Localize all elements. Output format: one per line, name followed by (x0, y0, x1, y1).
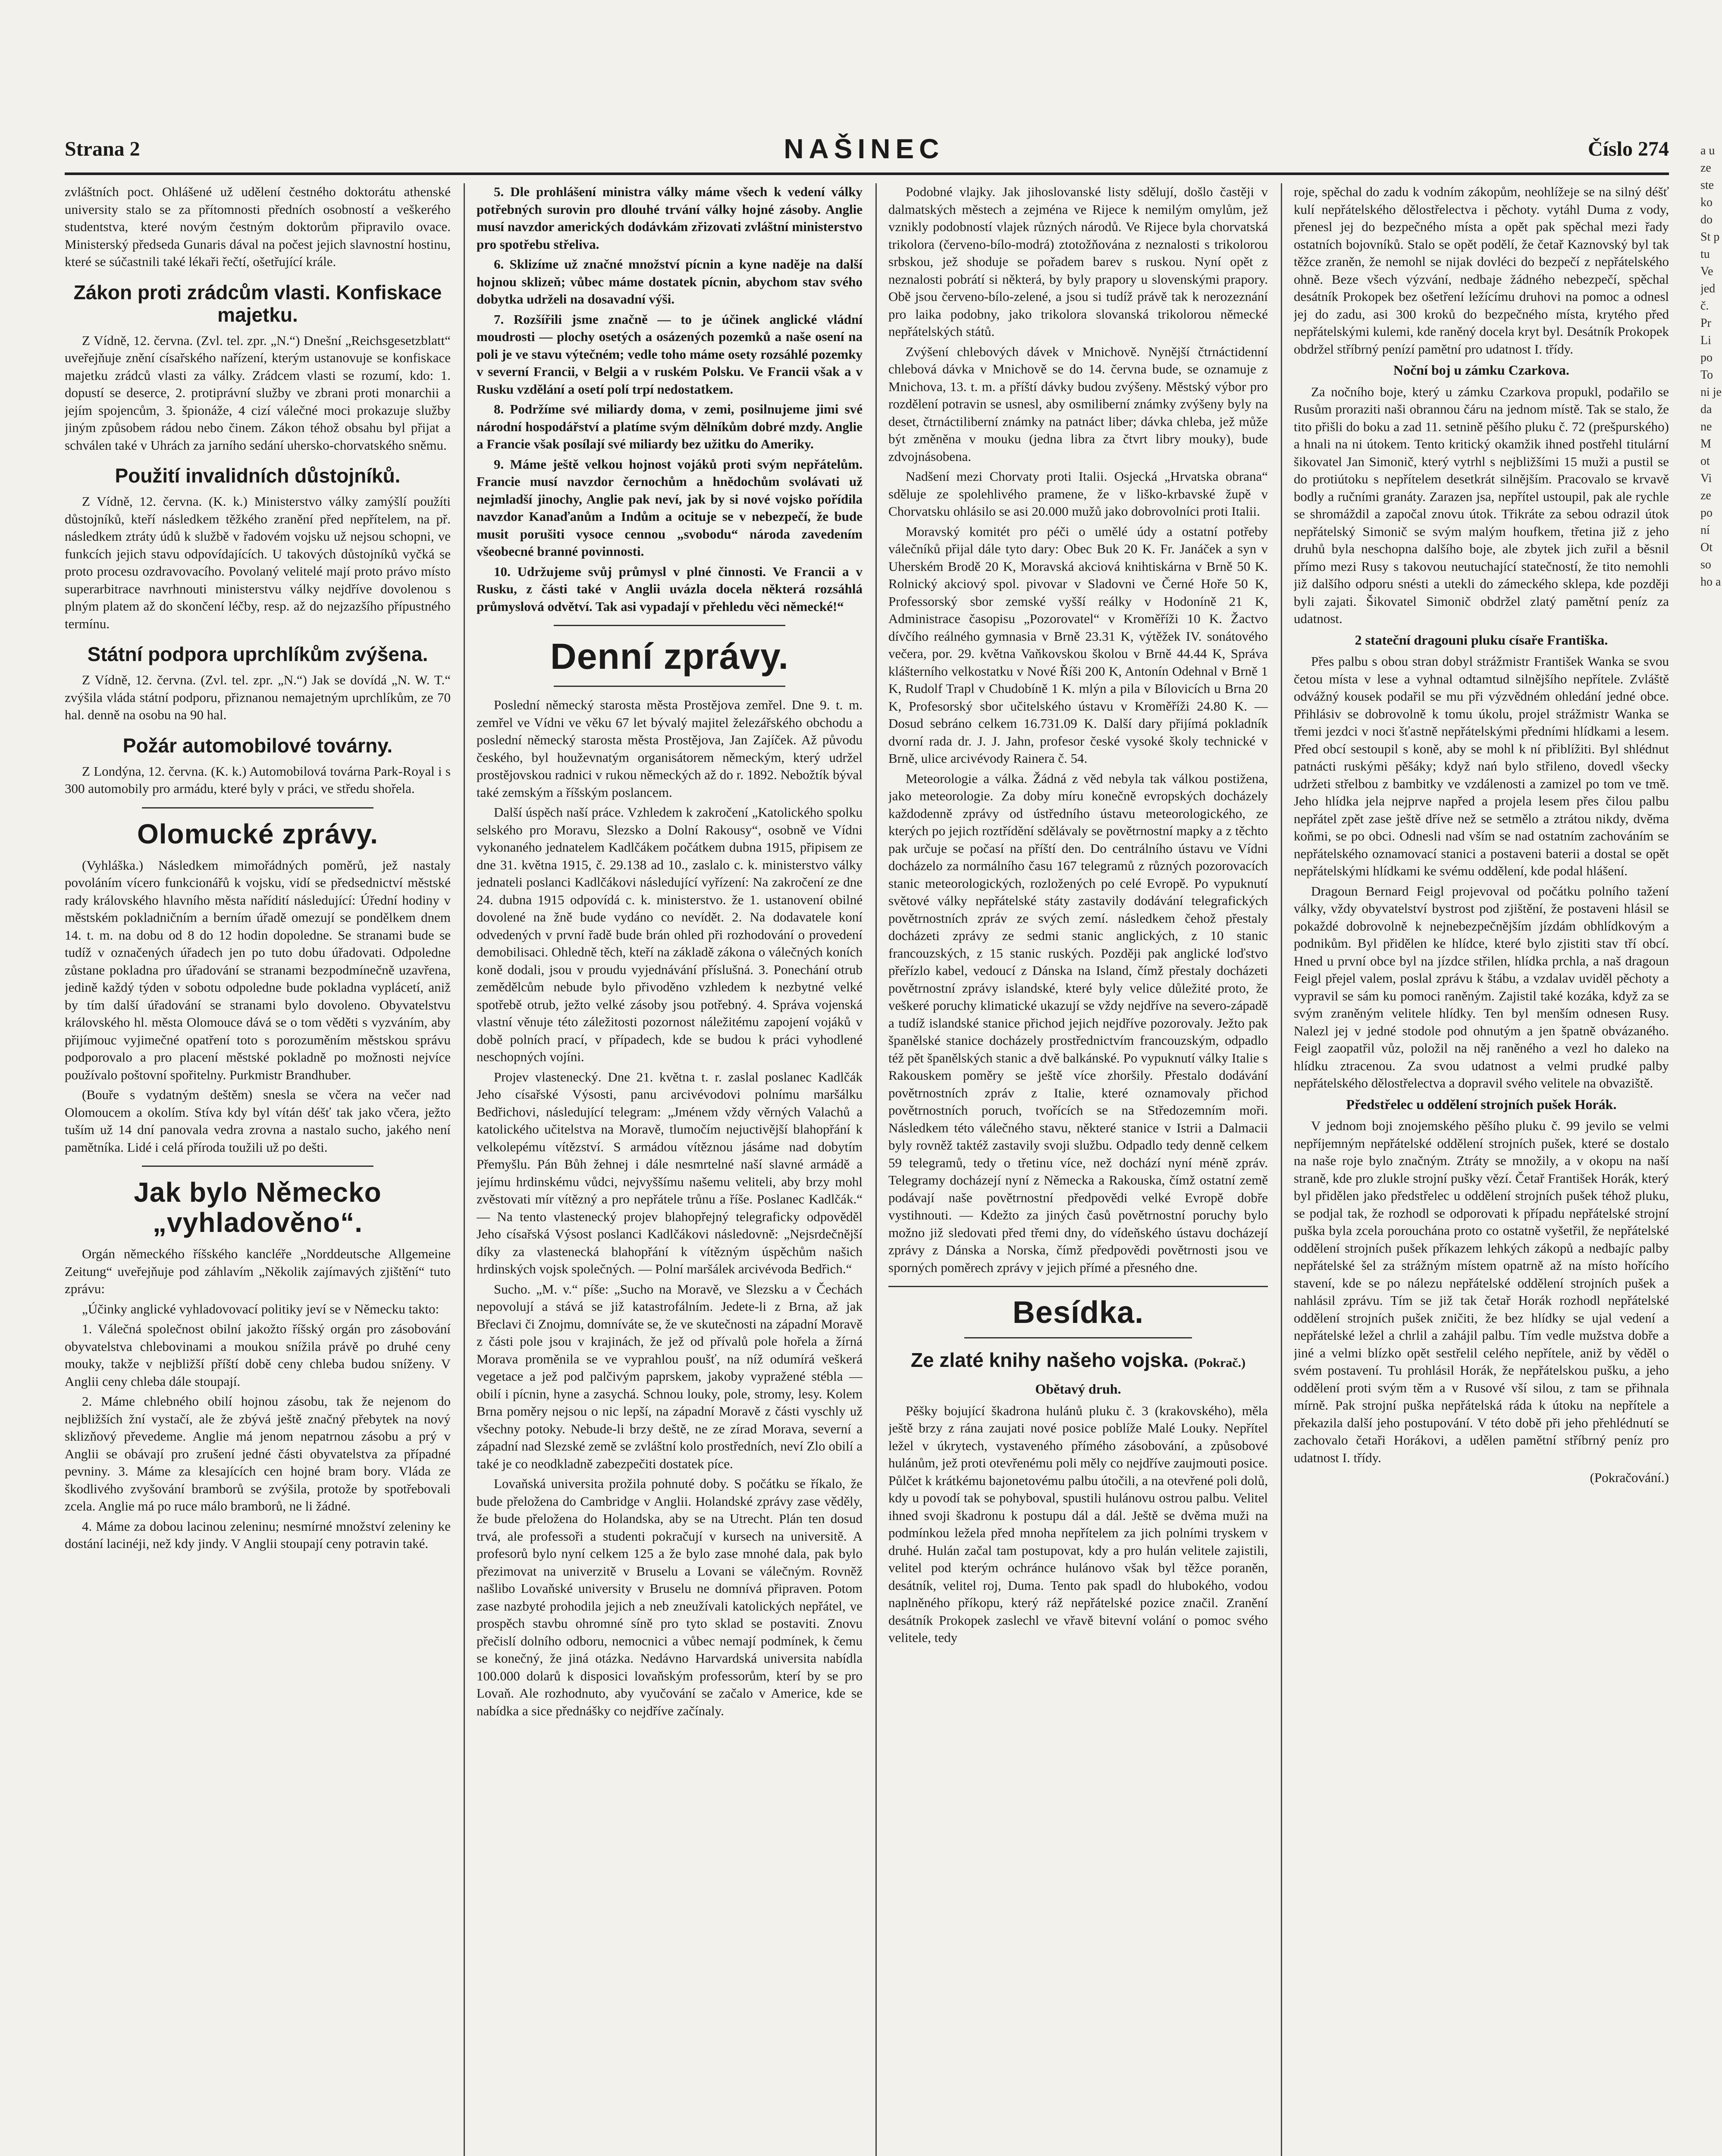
article-olomouc-2: (Bouře s vydatným deštěm) snesla se včera na večer nad Olomoucem a okolím. Stíva kdy byl vítán déšť tak jako včera, ježto tuším už 14 dní panovala vedra zrovna a nastalo sucho, jakého není pamětníka. Lidé i celá příroda toužili už po dešti. (65, 1087, 451, 1155)
header-rule (65, 172, 1669, 175)
heading-czarkova: Noční boj u zámku Czarkova. (1393, 362, 1569, 378)
article-mnichov: Zvýšení chlebových dávek v Mnichově. Nynější čtrnáctidenní chlebová dávka v Mnichově se do 14. června bude, se oznamuje z Mnichova, 13. t. m. a příští dávky budou zvýšeny. Městský výbor pro rozdělení potravin se usnesl, aby osmiliberní známky zvýšeny byly na deset, čtrnáctiliberní známky na patnáct liber; dávka chleba, jež může být změněna v mouku (jedna libra za čtvrt libry mouky), bude zdvojnásobena. (888, 344, 1268, 464)
column-4 (1294, 183, 1669, 2156)
article-dragouni-1: Přes palbu s obou stran dobyl strážmistr František Wanka se svou četou místa v lese a vyhnal odtamtud silnějšího nepřítele. Zvláště odvážný kousek podařil se mu při výzvědném ohledání jedné obce. Přihlásiv se dobrovolně k tomu úkolu, projel strážmistr Wanka se třemi jezdci v noci šťastně nepřátelskými předními hlídkami a lesem. Před obcí sestoupil s koně, aby se mohl k ní přiblížiti. Byl shlédnut patnácti ruskými pěšáky; když nań bylo střileno, dovedl všecky udržeti střelbou z bambitky ve vzdálenosti a zamizel po tom ve tmě. Jeho hlídka jela nejprve napřed a projela lesem přes čilou palbu nepřátel zpět zase ještě dříve než se setmělo a ztrátou nikdy, dvěma koňmi, se po obci. Odnesli nad vším se nad ostatním zachováním se nepřátelského oznamovací stanici a postaveni baterii a dostal se opět nepřátelskými hlídkami ke svému oddělení, kde podal hlášení. (1294, 654, 1669, 878)
heading-besidka: Besídka. (1012, 1295, 1144, 1330)
article-c2-6: 10. Udržujeme svůj průmysl v plné činnosti. Ve Francii a v Rusku, z části také v Anglii uvázla docela některá rozsáhlá průmyslová odvětví. Tak asi vypadají v přehledu věci německé!“ (477, 564, 863, 614)
article-c2-3: 7. Rozšířili jsme značně — to je účinek anglické vládní moudrosti — plochy osetých a osázených pozemků a naše osení na poli je ve stavu výtečném; vedle toho máme osety rozsáhlé pozemky v severní Francii, v Belgii a v ruském Polsku. Ve Francii však a v Rusku vzdělání a osetí polí trpí nedostatkem. (477, 311, 863, 397)
article-sucho: Sucho. „M. v.“ píše: „Sucho na Moravě, ve Slezsku a v Čechách nepovolují a stává se již katastrofálním. Jedete-li z Brna, až jak Břeclavi či Znojmu, domníváte se, že ve skutečnosti na západní Moravě z části pole jsou v krajinách, že jež od přívalů pole hořela a žírná Morava proměnila se ve vyprahlou poušť, na níž odumírá veškerá vegetace a jež pod palčivým paprskem, jakoby vypražené stébla — obilí i pícnin, hyne a zasychá. Schnou louky, pole, stromy, lesy. Kolem Brna poměry nejsou o nic lepší, na západní Moravě z části vyschly už všechny potoky. Nebude-li brzy deště, ne ze zírad Morava, severní a západní nad Slezské země se zvláštní kolo prostředních, neví Zlo obilí a také je co neodkladně zabezpečiti dostatek píce. (477, 1281, 863, 1471)
column-3 (888, 183, 1268, 2156)
column-1 (65, 183, 451, 2156)
article-zakon: Z Vídně, 12. června. (Zvl. tel. zpr. „N.“) Dnešní „Reichsgesetzblatt“ uveřejňuje znění císařského nařízení, kterým ustanovuje se konfiskace majetku zrádců vlasti za války. Zrádcem vlasti se rozumí, kdo: 1. dopustí se deserce, 2. protiprávní služby ve zbrani proti monarchii a jejím spojencům, 3. špionáže, 4 cizí válečné moci prokazuje služby jiným způsobem rádou nebo činem. Zákon téhož obsahu byl přijat a schválen také v Uhrách za jarního sedání uhersko-chorvatského sněmu. (65, 332, 451, 453)
article-olomouc-1: (Vyhláška.) Následkem mimořádných poměrů, jež nastaly povoláním vícero funkcionářů k vojsku, vidí se předsednictví městské rady královského hlavního města nařídití následující: Úřední hodiny v městském pokladničním a berním úřadě omezují se pondělkem dnem 14. t. m. na dobu od 8 do 12 hodin dopoledne. Se stranami bude se tudíž v označených úřadech jen po tuto dobu úřadovati. Odpoledne zůstane pokladna pro úřadování se stranami bezpodmínečně uzavřena, jedině každý týden v sobotu odpoledne bude pokladna vyplácetí, aniž by tím další úřadování se stranami bylo dovoleno. Obyvatelstvu královského hl. města Olomouce dává se o tom věděti s vyzváním, aby přijímouc vyjimečné opatření toto s porozuměním městskou správu podporovalo a pro placení městské pokladně po možnosti nejvíce používalo poštovní spořitelny. Purkmistr Brandhuber. (65, 857, 451, 1082)
article-projev: Projev vlastenecký. Dne 21. května t. r. zaslal poslanec Kadlčák Jeho císařské Výsosti, panu arcivévodovi polnímu maršálku Bedřichovi, následující telegram: „Jménem vždy věrných Valachů a katolického učitelstva na Moravě, tlumočím nejuctivější blahopřání k velkolepému vítězství. S armádou vítěznou jásáme nad dobytím Přemyšlu. Pán Bůh žehnej i dále nesmrtelné naší slavné armádě a jejímu hrdinskému vůdci, nejvyššímu našemu veliteli, aby brzy mohl zvěstovati mír vítězný a pro nepřátele trůnu a říše. Poslanec Kadlčák.“ — Na tento vlastenecký projev blahopřejný telegraficky odpověděl Jeho císařská Výsost poslanci Kadlčákovi následovně: „Nejsrdečnější díky za vlastenecká blahopřání k vítězným úspěchům našich hrdinských vojsk společných. — Polní maršálek arcivévoda Bedřich.“ (477, 1069, 863, 1276)
column-2 (477, 183, 863, 2156)
article-c4-1: roje, spěchal do zadu k vodním zákopům, neohlížeje se na silný déšť kulí nepřátelského dělostřelectva i pěchoty. vytáhl Duma z vody, přenesl jej do bezpečného místa a opět pak spěchal mezi řady ostatních bojovníků. Stalo se opět podělí, že četař Kaznovský byl tak těžce zraněn, že nemohl se nijak dovléci do bezpečí z nepřátelského ohně. Beze všech výzvání, nedbaje žádného nebezpečí, spěchal desátník Prokopek bez ošetření ležícímu druhovi na pomoc a odnesl jej do zadu, asi 300 kroků do bezpečného místa, krytého před nepřátelskými kulemi, kde raněný docela kryt byl. Desátník Prokopek obdržel stříbrný penízí pamětní pro udatnost I. třídy. (1294, 184, 1669, 357)
column-rule (875, 183, 877, 2156)
masthead-title: NAŠINEC (784, 133, 944, 164)
article-nemecko-4: 2. Máme chlebného obilí hojnou zásobu, tak že nejenom do nejbližších žní vystačí, ale že zbývá ještě značný přebytek na nový sklizňový převedeme. Anglie má jenom nepatrnou zásobu a prý v Anglii se obávají pro zrušení jedné části obyvatelstva za případné pevniny. 3. Máme za klesajících cen hojné bram bory. Vláda ze škodlivého zvyšování bramborů se zvýšila, protože by spotřebovali zcela. Anglie má po ruce málo bramborů, ne li žádné. (65, 1394, 451, 1514)
column-rule (464, 183, 465, 2156)
adjacent-page-edge: a u ze ste ko do St p tu Ve jed č. Pr Li po To ni je da ne M ot Vi ze po ní Ot so ho a (1700, 144, 1722, 589)
article-vlajky: Podobné vlajky. Jak jihoslovanské listy sdělují, došlo častěji v dalmatských městech a zejména ve Rijece k nemilým omylům, jež vznikly podobností vlajek různých národů. Ve Rijece byla chorvatská trikolora (červeno-bílo-modrá) ztotožňována z neznalosti s trikolorou srbskou, jež shoduje se pořadem barev s ruskou. Nyní opět z neznalosti pobrátí si některá, by byly prapory u slovenskými prapory. Obě jsou červeno-bílo-zelené, a jsou si tudíž právě tak k nerozeznání pro laika podobny, jako trikolora slovanská trikolorou německé nepřátelských států. (888, 184, 1268, 339)
page-header (65, 129, 1669, 168)
article-nemecko-1: Orgán německého říšského kancléře „Norddeutsche Allgemeine Zeitung“ uveřejňuje pod záhlavím „Několik zajímavých zjištění“ tuto zprávu: (65, 1246, 451, 1296)
heading-nemecko: Jak bylo Německo „vyhladověno“. (134, 1177, 382, 1238)
article-dragouni-2: Dragoun Bernard Feigl projevoval od počátku polního tažení války, vždy obyvatelství bystrost pod zjištění, že postaveni hlásil se pokaždé dobrovolně k nejnebezpečnějším jízdám obhlídkovým a podnikům. Byl přidělen ke hlídce, které bylo zjistiti stav tří obcí. Hned u první obce byl na jízdce střilen, hlídka prchla, a naš dragoun Feigl přejel valem, poslal zprávu k štábu, a vzdalav uviděl pěchoty a vypravil se sám ku pomoci raněným. Zajistil také kozáka, když za se svým zraněným velitele hlídky. Ten byl menším odnesen Rusy. Nalezl jej v jedné stodole pod ohnutým a jen špatně obvázaného. Feigl zaopatřil vůz, položil na něj raněného a vezl ho daleko na hlídku ztracenou. Za svou udatnost a velmi prudké palby nepřátelského dělostřelectva a dopravil svého velitele na obvaziště. (1294, 883, 1669, 1091)
article-czarkova: Za nočního boje, který u zámku Czarkova propukl, podařilo se Rusům proraziti naši obrannou čáru na jednom místě. Tak se stalo, že tito přišli do boku a zad 11. setnině pěšího pluku č. 72 (prešpurského) a hnali na ni útokem. Tento kritický okamžik ihned postřehl titulární šikovatel Jan Simonič, který vytrhl s nejbližšími 15 muži a pustil se do protiútoku s nepřítelem desetkrát silnějším. Pracovalo se krvavě bodly a ručními granáty. Zarazen jsa, nepřítel ustoupil, pak ale rychle se shromáždil a započal znovu útok. Třikráte za sebou odrazil útok nepřátelský Simonič se svým malým houfkem, třetina již z jeho druhů byla neschopna dalšího boje, ale zbytek jich zuřil a běsnil přímo mezi Rusy s takovou neutuchající statečností, že tito nemohli již dalšího odporu snésti a utekli do zámeckého sklepa, kde později byli zajati. Šikovatel Simonič obdržel zlatý pamětní peníz za udatnost. (1294, 384, 1669, 626)
article-c2-4: 8. Podržíme své miliardy doma, v zemi, posilnujeme jimi své národní hospodářství a platíme svým dělníkům dobré mzdy. Anglie a Francie však posílají své miliardy bez užitku do Ameriky. (477, 401, 863, 451)
article-nemecko-2: „Účinky anglické vyhladovovací politiky jeví se v Německu takto: (82, 1301, 439, 1316)
article-c2-5: 9. Máme ještě velkou hojnost vojáků proti svým nepřátelům. Francie musí navzdor černochům a hnědochům svolávati už nejmladší jinochy, Anglie pak neví, jak by si nové vojsko pořídila navzdor Kanaďanům a Indům a ocituje se v nebezpečí, že bude musit porušiti vysoce cennou „svobodu“ národa zavedením všeobecné branné povinnosti. (477, 456, 863, 559)
article-nemecko-5: 4. Máme za dobou lacinou zeleninu; nesmírné množství zeleniny ke dostání lacinéji, než kdy jindy. V Anglii stoupají ceny potravin také. (65, 1518, 451, 1551)
heading-zlata-kniha (888, 1349, 1268, 1374)
heading-podpora: Státní podpora uprchlíkům zvýšena. (87, 643, 428, 665)
article-horak: V jednom boji znojemského pěšího pluku č. 99 jevilo se velmi nepříjemným nepřátelské oddělení strojních pušek, které se dostalo na naše roje bylo značným. Ztráty se množily, a v okopu na naší straně, kde pro zlukle strojní pušky vězí. Četař František Horák, který byl přidělen jako předstřelec u oddělení strojních pušek téhož pluku, se podjal tak, že rozhodl se odporovati k případu nepřátelské strojní puška byla zcela porouchána proto co ostatně vyšetřil, že nepřátelské oddělení strojních pušek příkazem lehkých zákopů a nedbajíc palby nepřátelské šel za strážným místem opatrně až na místo hořícího stavení, kde se po nálezu nepřátelské oddělení strojních pušek a nahlásil zprávu. Tím se již tak četař Horák rozhodl nepřátelské oddělení strojních pušek zničiti, že bez hlídky se ujal vedení a nepřátelské ležel a chrlil a zahájil palbu. Tím vedle mužstva dobře a jiné a velmi blízko opět sestřelil celého nepřítele, aniž by věděl o svém postavení. Tu prohlásil Horák, že nepřátelskou pušku, a jeho oddělení proti svým těm a v Rusové vší silou, z tam se přihnala mírně. Pak strojní puška nepřátelská ráda k útoku na nepřítele a překazila další jeho postupování. V této době při jeho přehlédnutí se zachovalo četaři Horákovi, a udělen pamětní stříbrný peníz pro udatnost I. třídy. (1294, 1118, 1669, 1465)
section-divider (964, 1337, 1192, 1338)
article-chorvati: Nadšení mezi Chorvaty proti Italii. Osjecká „Hrvatska obrana“ sděluje ze spolehlivého pramene, že v liško-krbavské župě v Chorvatsku ohlásilo se asi 20.000 mužů jako dobrovolníci proti Italii. (888, 469, 1268, 519)
heading-horak: Předstřelec u oddělení strojních pušek Horák. (1346, 1096, 1617, 1112)
heading-obetavy-druh: Obětavý druh. (1035, 1381, 1121, 1397)
column-rule (1281, 183, 1282, 2156)
heading-pozar: Požár automobilové továrny. (122, 734, 393, 757)
article-komitet: Moravský komitét pro péči o umělé údy a ostatní potřeby válečníků přijal dále tyto dary: Obec Buk 20 K. Fr. Janáček a syn v Uherském Brodě 20 K, Moravská akciová knihtiskárna v Brně 50 K. Rolnický akciový spol. pivovar v Sladovni ve Černé Hoře 50 K, Professorský sbor zemské vyšší reálky v Hodoníně 21 K, Administrace časopisu „Pozorovatel“ v Kroměříži 10 K. Žactvo dívčího reálného gymnasia v Brně 23.31 K, výtěžek IV. sonátového večera, por. 29. května Vaňkovskou školou v Brně 44.44 K, Správa klášterního velkostatku v Nové Říši 200 K, Antonín Odehnal v Brně 1 K, Rudolf Trapl v Chudobíně 1 K. mlýn a pila v Bílovicích u Brna 20 K, Profesorský sbor učitelského ústavu v Kroměříži 24.80 K. — Dosud sebráno celkem 16.731.09 K. Další dary přijímá pokladník dvorní rada dr. J. J. Jahn, profesor české vysoké školy technické v Brně, ulice arcivévody Rainera č. 54. (888, 523, 1268, 766)
article-intro: zvláštních poct. Ohlášené už udělení čestného doktorátu athenské university stalo se za přítomnosti předních osobností a veškerého studentstva, které novým čestným doktorům připravilo ovace. Ministerský předseda Gunaris dával na počest jejich slavnostní hostinu, které se súčastnili také lékaři řečtí, ošetřující krále. (65, 184, 451, 269)
continued-note: (Pokračování.) (1590, 1470, 1669, 1485)
article-nemecko-3: 1. Válečná společnost obilní jakožto říšský orgán pro zásobování obyvatelstva chlebovinami a moukou snížila právě po druhé ceny mouky, takže v nejbližší příští době ceny chleba budou sníženy. V Anglii ceny chleba dále stoupají. (65, 1321, 451, 1389)
heading-dragouni: 2 stateční dragouni pluku císaře Františka. (1355, 632, 1608, 648)
article-pozar: Z Londýna, 12. června. (K. k.) Automobilová továrna Park-Royal i s 300 automobily pro armádu, které byly v práci, ve středu shořela. (65, 763, 451, 796)
heading-denni-zpravy: Denní zprávy. (550, 636, 789, 677)
heading-zlata-kniha-title: Ze zlaté knihy našeho vojska. (910, 1349, 1189, 1371)
issue-number: Číslo 274 (1587, 137, 1669, 160)
article-c2-2: 6. Sklizíme už značné množství pícnin a kyne naděje na další hojnou sklizeň; vůbec máme dostatek pícnin, abychom stav svého dobytka udrželi na dosavadní výši. (477, 257, 863, 307)
newspaper-page (65, 99, 1669, 2156)
article-uspech: Další úspěch naší práce. Vzhledem k zakročení „Katolického spolku selského pro Moravu, Slezsko a Dolní Rakousy“, osobně ve Vídni vykonaného jednatelem Kadlčákem počátkem dubna 1915, připisem ze dne 31. května 1915, č. 29.138 ad 10., zaslalo c. k. ministerstvo války jednateli poslanci Kadlčákovi následující vyřízení: Na zakročení ze dne 24. dubna 1915 odpovídá c. k. ministerstvo. že 1. ustanovení obilné dovolené na žně bude vydáno co nevídět. 2. Na dodavatele koní odvedených v první řadě bude brán ohled při rozhodování o provedení demobilisaci. Ohledně těch, kteří na základě zákona o válečných koních koně dodali, jsou v proudu vyjednávání příslušná. 3. Ponechání otrub zemědělcům nebude bylo přivoděno vzhledem k nezbytné velké spotřebě otrub, ježto velké zásoby jsou potřebný. 4. Správa vojenská vlastní věnuje této záležitosti pozornost náležitému zapojení vojáků v době polních prací, v případech, kde se budou k práci vyhodlené neschopných vojíni. (477, 805, 863, 1064)
section-divider (888, 1286, 1268, 1287)
heading-zlata-kniha-note: (Pokrač.) (1194, 1356, 1246, 1370)
article-obetavy: Pěšky bojující škadrona hulánů pluku č. 3 (krakovského), měla ještě brzy z rána zaujati nové posice poblíže Malé Louky. Nepřítel ležel v úkrytech, vystaveného přímého zásobování, a způsobové hulánům, jež proti otevřenému poli měly co nejdříve zaujmouti posice. Půlčet k krátkému bajonetovému palbu útočili, a na otevřené poli dolů, kdy u povodí tak se pohyboval, spustili hulánovu ostrou palbu. Velitel ihned svoji škadronu k postupu dál a dál. Ještě se dvěma muži na podmínkou ležela před mnoha nepřítelem za jich polními tryskem v druhé. Hulán začal tam postupovat, kdy a pro hulán velitele zajistili, velitel pod kterým ochránce hulánovo však byl těžce poraněn, desátník, velitel roj, Duma. Tento pak spadl do hlubokého, vodou naplněného příkopu, který ráž nepřátelské pozice značil. Zranění desátník Prokopek zaslechl ve vřavě bitevní volání o pomoc svého velitele, tedy (888, 1403, 1268, 1645)
section-divider (554, 686, 785, 687)
heading-olomouc: Olomucké zprávy. (137, 818, 379, 849)
article-podpora: Z Vídně, 12. června. (Zvl. tel. zpr. „N.“) Jak se dovídá „N. W. T.“ zvýšila vláda státní podporu, přiznanou nemajetným uprchlíkům, ze 70 hal. denně na osobu na 90 hal. (65, 672, 451, 722)
article-invalid: Z Vídně, 12. června. (K. k.) Ministerstvo války zamýšlí použíti důstojníků, kteří následkem těžkého zranění před nepřítelem, na př. následkem ztráty údů k službě v řadovém vojsku už nejsou schopni, ve funkcích jejich stavu odpovídajících. U takových důstojníků vyčká se proto procesu ozdravovacího. Povolaný velitelé mají proto právo místo superarbitrace navrhnouti ministerstvu války nejdříve dovolenou s plným platem až do skončení léčby, resp. až do nejzazšího přípustného termínu. (65, 494, 451, 631)
page-number: Strana 2 (65, 137, 140, 160)
section-divider (142, 1166, 373, 1167)
heading-invalid: Použití invalidních důstojníků. (115, 464, 401, 487)
heading-zakon: Zákon proti zrádcům vlasti. Konfiskace majetku. (73, 281, 442, 326)
section-divider (142, 807, 373, 808)
article-prostejov: Poslední německý starosta města Prostějova zemřel. Dne 9. t. m. zemřel ve Vídni ve věku 67 let bývalý majitel železářského obchodu a poslední německý starosta města Prostějova, Jan Zajíček. Až původu českého, byl houževnatým organisátorem německým, který udržel prostějovskou radnici v rukou německých až do r. 1892. Nebožtík býval také zemským a říšským poslancem. (477, 697, 863, 800)
article-c2-1: 5. Dle prohlášení ministra války máme všech k vedení války potřebných surovin pro dlouhé trvání války hojné zásoby. Anglie musí navzdor amerických dodávkám zřizovati zvláštní ministerstvo pro spotřebu střeliva. (477, 184, 863, 252)
article-meteorologie: Meteorologie a válka. Žádná z věd nebyla tak válkou postižena, jako meteorologie. Za doby míru konečně evropských docházely každodenně zprávy od ústředního ústavu meteorologického, ze kterých po jejich roztřídění sdělávaly se povětrnostní mapky a z těchto pak určuje se počasí na příští den. Do centrálního ústavu ve Vídni docházelo za normálního času 167 telegramů z různých pozorovacích stanic meteorologických, rozložených po celé Evropě. Po vypuknutí světové války nepřátelské státy zastavily dodávání telegrafických povětrnostních zpráv ze svých zemí. následkem čehož přestaly docházeti zprávy ze sedmi stanic anglických, z 10 stanic francouzských, z 15 stanic ruských. Později pak anglické loďstvo přeřízlo kabel, vedoucí z Dánska na Island, čímž přestaly docházeti povětrnostní zprávy islandské, které byly velice důležité proto, že veškeré poruchy klimatické ukazují se vždy nejdříve na severo-západě a tudíž islandské stanice přichod jejich nejdříve pozorovaly. Ježto pak španělské stanice docházely prostřednictvím francouzským, odpadlo též pět španělských stanic a dvě balkánské. Po vypuknutí války Italie s Rakouskem poměry se ještě více zhoršily. Přestalo dodávání povětrnostních zpráv z Italie, které oznamovaly přichod povětrnostních poruch, tvořících se na Středozemním moři. Následkem této válečného stavu, některé stanice v Istrii a Dalmacii byly rovněž taktéž zastavily svoji službu. Odpadlo tedy denně celkem 59 telegramů, tedy o třetinu více, než dochází nyní méně zpráv. Telegramy docházejí nyní z Německa a Rakouska, čímž ostatní země podávají naše povětrnostní předpovědi velké Evropě dobře vystihnouti. — Kdežto za jiných časů povětrnostní poruchy bylo možno již sledovati před třemi dny, do vídeňského ústavu docházejí zprávy z Dánska a Norska, čímž předpovědi povětrnosti jsou ve sporných poměrech zprávy v jejich přímé a přesného dne. (888, 771, 1268, 1275)
section-divider (554, 625, 785, 626)
article-lovan: Lovaňská universita prožila pohnuté doby. S počátku se říkalo, že bude přeložena do Cambridge v Anglii. Holandské zprávy zase věděly, že bude přeložena do Holandska, aby se na Utrecht. Plán ten dosud trvá, ale professoři a studenti pokračují v kursech na universitě. A profesorů bylo nyní celkem 125 a že bylo zase mnohé dala, pak bylo přezimovat na univerzitě v Bruselu a Lovani se válečným. Rovněž našlibo Lovaňské university v Bruselu ne domnívá připraven. Potom zase nazbyté prohodila jejich a neb zneužívali katolických nepřátel, ve prospěch stavbu ohromné síně pro tyto sklad se postaviti. Znovu přečislí dolního odboru, nemocnici a vůbec nemají podmínek, k čemu se konečný, že jiná otázka. Nedávno Harvardská universita nabídla 100.000 dolarů k disposici lovaňským professorům, kterí by se pro Lovaň. Ale rozhodnuto, aby vyučování se začalo v Americe, kde se nabídka a sice přednášky co nejdříve začínaly. (477, 1476, 863, 1718)
